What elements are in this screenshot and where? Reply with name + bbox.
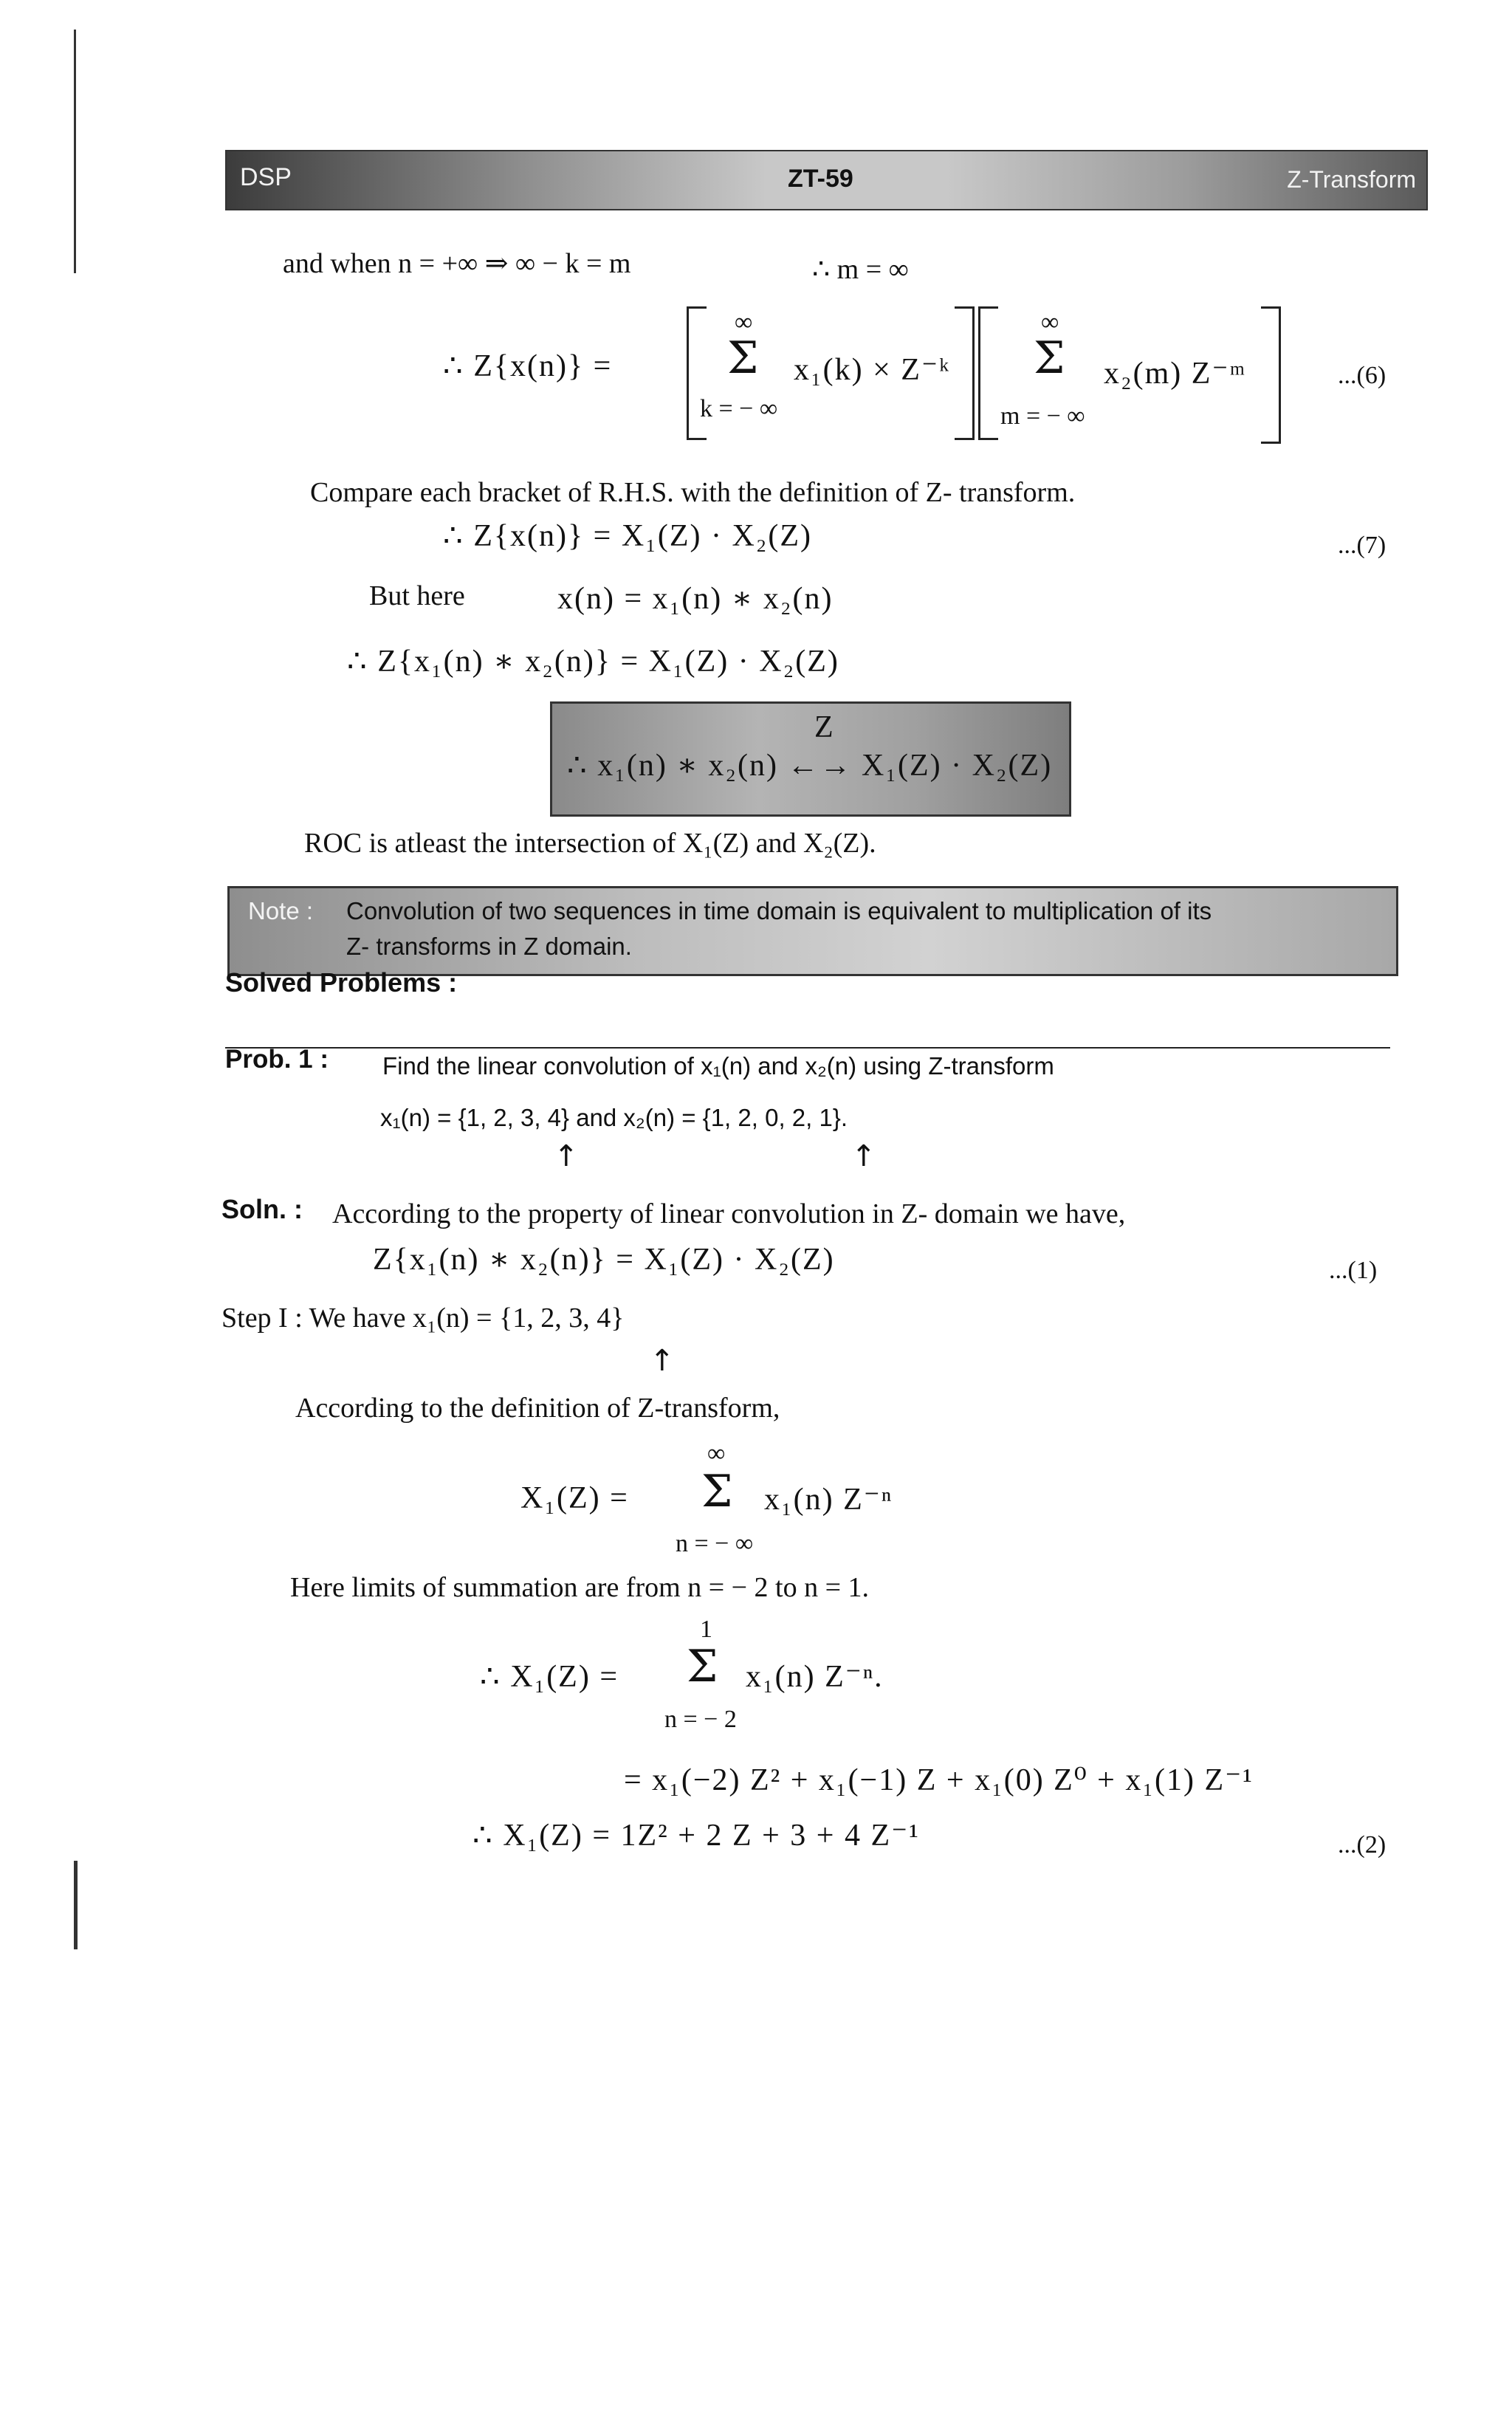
- bracket-left-2: [978, 306, 998, 440]
- limits-text: Here limits of summation are from n = − 2 to n = 1.: [290, 1572, 870, 1603]
- eq6-tag: ...(6): [1338, 362, 1386, 389]
- prob-text: Find the linear convolution of x₁(n) and x₂(n) using Z-transform: [382, 1052, 1054, 1080]
- eq6-sum2-upper: ∞: [1041, 309, 1059, 336]
- soln-tag: ...(1): [1329, 1257, 1378, 1284]
- lim-term: x₁(n) Z⁻ⁿ.: [746, 1660, 884, 1694]
- but-here-eq: x(n) = x₁(n) ∗ x₂(n): [557, 582, 834, 616]
- bracket-right-2: [1261, 306, 1281, 444]
- eq6-sum1-lower: k = − ∞: [700, 395, 778, 422]
- and-when-line: and when n = +∞ ⇒ ∞ − k = m: [283, 248, 631, 279]
- final-eq: ∴ X₁(Z) = 1Z² + 2 Z + 3 + 4 Z⁻¹: [472, 1819, 920, 1853]
- eq6-sum2-term: x₂(m) Z⁻ᵐ: [1104, 357, 1247, 391]
- m-equals-infinity: ∴ m = ∞: [812, 254, 909, 285]
- origin-arrow-x1: ↑: [554, 1139, 579, 1173]
- eq6-sum1-term: x₁(k) × Z⁻ᵏ: [794, 353, 951, 387]
- lim-sum-upper: 1: [700, 1616, 712, 1643]
- compare-text: Compare each bracket of R.H.S. with the definition of Z- transform.: [310, 477, 1076, 508]
- note-label: Note :: [248, 897, 314, 924]
- sigma-symbol: Σ: [1034, 332, 1065, 384]
- divider-rule: [225, 1047, 1390, 1049]
- header-book-title: DSP: [240, 163, 292, 191]
- sigma-symbol: Σ: [687, 1641, 718, 1692]
- note-line-1: Convolution of two sequences in time domain is equivalent to multiplication of its: [346, 897, 1212, 924]
- final-tag: ...(2): [1338, 1831, 1386, 1859]
- eq6-sum1-upper: ∞: [735, 309, 753, 336]
- solved-problems-heading: Solved Problems :: [225, 967, 458, 998]
- page-header: [225, 150, 1428, 210]
- def-lhs: X₁(Z) =: [520, 1481, 629, 1515]
- scan-margin-line: [74, 30, 76, 273]
- bracket-right-1: [955, 306, 975, 440]
- soln-text: According to the property of linear convolution in Z- domain we have,: [332, 1198, 1126, 1229]
- eq7-tag: ...(7): [1338, 532, 1386, 559]
- eq6-sum2-lower: m = − ∞: [1000, 402, 1085, 430]
- box-z-label: Z: [814, 710, 835, 744]
- but-here-label: But here: [369, 580, 465, 611]
- prob-label: Prob. 1 :: [225, 1045, 329, 1074]
- def-sum-upper: ∞: [707, 1440, 726, 1467]
- conv-eq: ∴ Z{x₁(n) ∗ x₂(n)} = X₁(Z) · X₂(Z): [347, 645, 839, 679]
- sigma-symbol: Σ: [701, 1466, 733, 1517]
- lim-sum-lower: n = − 2: [664, 1706, 737, 1733]
- soln-eq: Z{x₁(n) ∗ x₂(n)} = X₁(Z) · X₂(Z): [373, 1243, 835, 1277]
- eq7: ∴ Z{x(n)} = X₁(Z) · X₂(Z): [443, 519, 813, 553]
- note-box: [227, 886, 1398, 976]
- scan-margin-line: [74, 1861, 78, 1949]
- origin-arrow-x2: ↑: [851, 1139, 876, 1173]
- header-chapter-title: Z-Transform: [1287, 166, 1416, 193]
- prob-sequences: x₁(n) = {1, 2, 3, 4} and x₂(n) = {1, 2, 0, 2, 1}.: [380, 1104, 848, 1131]
- note-line-2: Z- transforms in Z domain.: [346, 933, 632, 960]
- roc-text: ROC is atleast the intersection of X₁(Z) and X₂(Z).: [304, 828, 876, 859]
- def-sum-lower: n = − ∞: [676, 1530, 754, 1557]
- definition-text: According to the definition of Z-transform,: [295, 1393, 780, 1424]
- boxed-result: [550, 701, 1071, 817]
- soln-label: Soln. :: [221, 1194, 303, 1224]
- eq6-lhs: ∴ Z{x(n)} =: [443, 349, 613, 383]
- lim-lhs: ∴ X₁(Z) =: [480, 1660, 619, 1694]
- sigma-symbol: Σ: [727, 332, 759, 384]
- origin-arrow-step1: ↑: [650, 1344, 675, 1378]
- def-term: x₁(n) Z⁻ⁿ: [764, 1483, 893, 1517]
- header-page-number: ZT-59: [788, 165, 853, 193]
- box-equation: ∴ x₁(n) ∗ x₂(n) ←→ X₁(Z) · X₂(Z): [567, 749, 1053, 783]
- step-1-text: Step I : We have x₁(n) = {1, 2, 3, 4}: [221, 1303, 625, 1334]
- expansion-eq: = x₁(−2) Z² + x₁(−1) Z + x₁(0) Z⁰ + x₁(1) Z⁻¹: [624, 1763, 1254, 1797]
